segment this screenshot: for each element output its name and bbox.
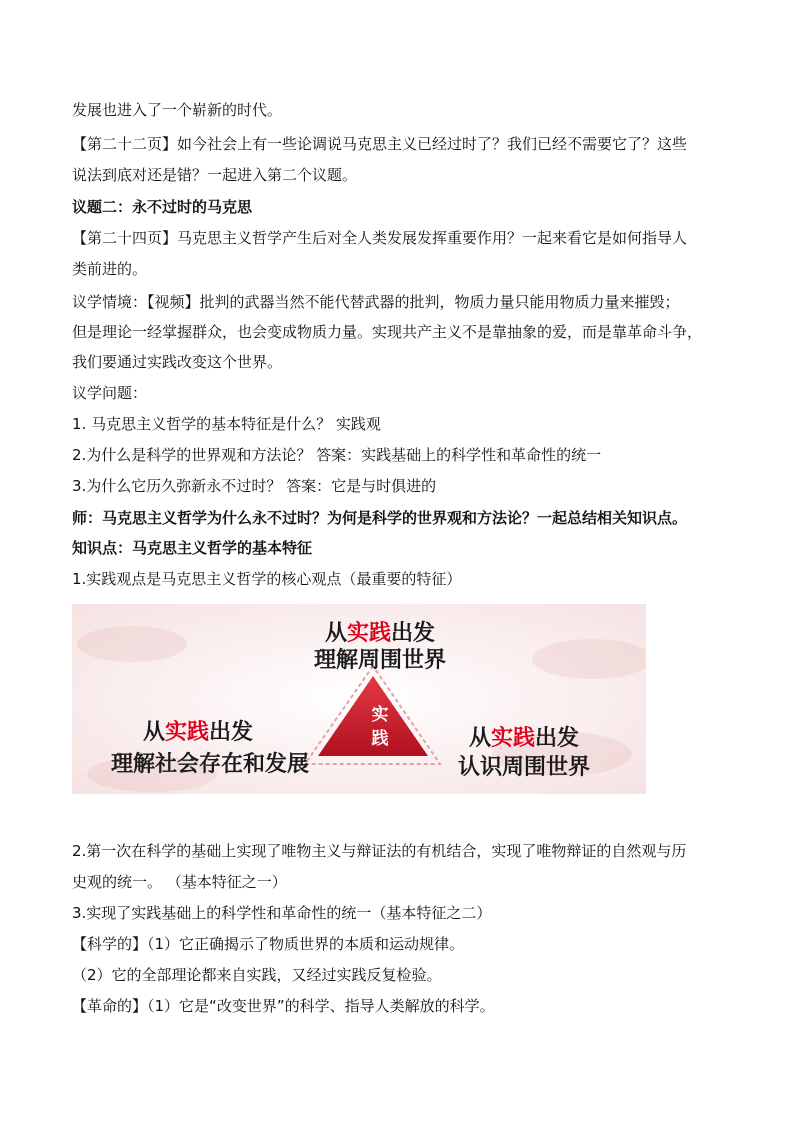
paragraph-line: 类前进的。 <box>72 260 148 278</box>
paragraph-line: 发展也进入了一个崭新的时代。 <box>72 101 283 119</box>
top-highlight: 实践 <box>346 621 392 646</box>
right-suffix: 出发 <box>535 726 580 751</box>
top-prefix: 从 <box>324 621 347 646</box>
practice-diagram <box>72 604 646 794</box>
right-label-line1 <box>469 725 579 751</box>
center-char-1: 实 <box>371 705 389 725</box>
right-prefix: 从 <box>468 726 491 751</box>
question-item: 3.为什么它历久弥新永不过时？ 答案：它是与时俱进的 <box>72 477 437 495</box>
paragraph-line: 议学问题： <box>72 384 148 402</box>
paragraph-line: 【科学的】（1）它正确揭示了物质世界的本质和运动规律。 <box>72 935 465 953</box>
paragraph-line: 【第二十四页】马克思主义哲学产生后对全人类发展发挥重要作用？一起来看它是如何指导人 <box>72 229 688 247</box>
paragraph-line: 1.实践观点是马克思主义哲学的核心观点（最重要的特征） <box>72 570 462 588</box>
paragraph-line: 我们要通过实践改变这个世界。 <box>72 353 283 371</box>
teacher-line: 师：马克思主义哲学为什么永不过时？为何是科学的世界观和方法论？一起总结相关知识点。 <box>72 509 688 527</box>
paragraph-line: 【革命的】（1）它是“改变世界”的科学、指导人类解放的科学。 <box>72 997 495 1015</box>
paragraph-line: 说法到底对还是错？一起进入第二个议题。 <box>72 166 358 184</box>
paragraph-line: 3.实现了实践基础上的科学性和革命性的统一（基本特征之二） <box>72 904 492 922</box>
left-label-line1 <box>143 719 253 745</box>
paragraph-line: （2）它的全部理论都来自实践，又经过实践反复检验。 <box>72 966 442 984</box>
practice-diagram-svg <box>72 604 646 794</box>
question-item: 2.为什么是科学的世界观和方法论？ 答案：实践基础上的科学性和革命性的统一 <box>72 446 602 464</box>
knowledge-heading: 知识点：马克思主义哲学的基本特征 <box>72 539 313 557</box>
paragraph-line: 史观的统一。 （基本特征之一） <box>72 873 287 891</box>
top-label-line2: 理解周围世界 <box>313 648 447 673</box>
topic-heading: 议题二：永不过时的马克思 <box>72 198 253 216</box>
paragraph-line: 但是理论一经掌握群众，也会变成物质力量。实现共产主义不是靠抽象的爱，而是靠革命斗争， <box>72 323 703 341</box>
paragraph-line: 2.第一次在科学的基础上实现了唯物主义与辩证法的有机结合，实现了唯物辩证的自然观与历 <box>72 842 687 860</box>
top-label-line1 <box>325 620 435 646</box>
center-char-2: 践 <box>371 729 389 749</box>
left-suffix: 出发 <box>209 720 254 745</box>
left-label-line2: 理解社会存在和发展 <box>110 752 310 777</box>
right-label-line2: 认识周围世界 <box>457 755 591 780</box>
question-item: 1. 马克思主义哲学的基本特征是什么？ 实践观 <box>72 415 381 433</box>
left-highlight: 实践 <box>164 720 210 745</box>
top-suffix: 出发 <box>391 621 436 646</box>
left-prefix: 从 <box>142 720 165 745</box>
paragraph-line: 议学情境：【视频】批判的武器当然不能代替武器的批判，物质力量只能用物质力量来摧毁； <box>72 293 680 311</box>
paragraph-line: 【第二十二页】如今社会上有一些论调说马克思主义已经过时了？我们已经不需要它了？这些 <box>72 135 688 153</box>
right-highlight: 实践 <box>490 726 536 751</box>
